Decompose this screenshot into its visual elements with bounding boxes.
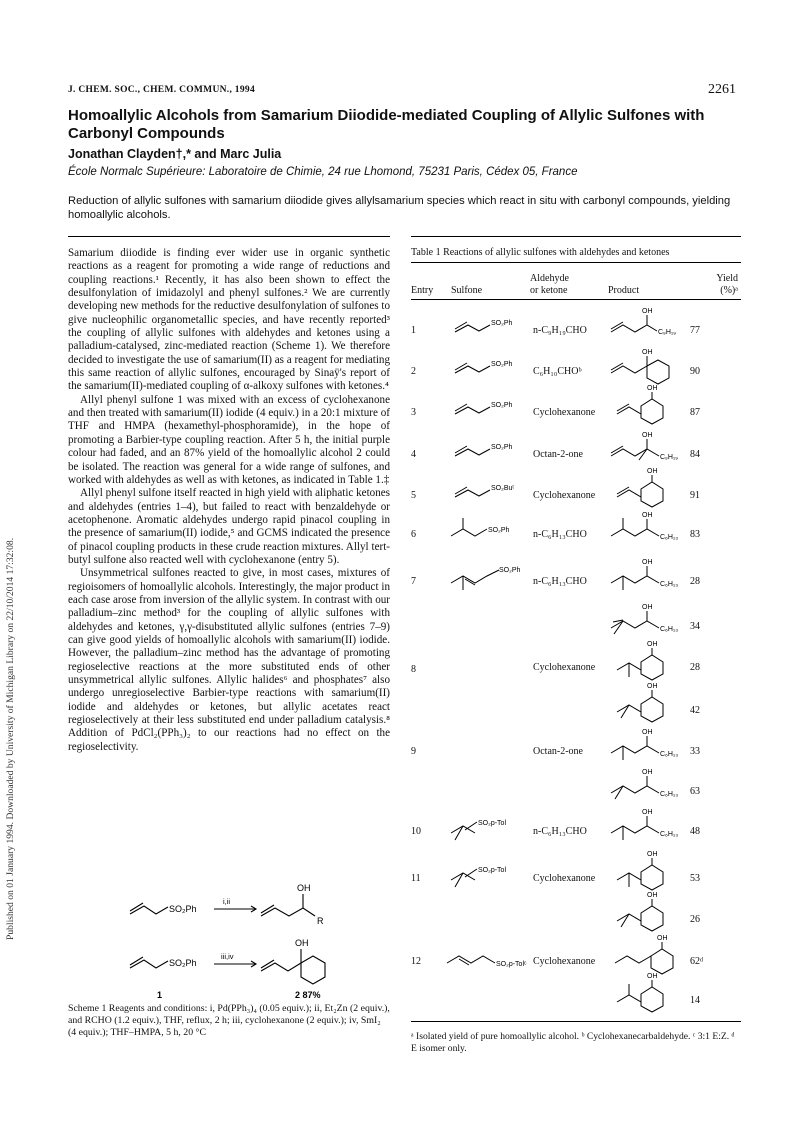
oh-label: OH: [647, 973, 658, 980]
entry-cell: 7: [411, 576, 416, 587]
col-header-aldehyde: Aldehyde: [530, 273, 569, 284]
sulfone-label: SO₂Ph: [169, 958, 197, 968]
carbonyl-cell: Octan-2-one: [533, 449, 583, 460]
oh-label: OH: [642, 349, 653, 356]
sulfone-label: SO₂p-Tol: [478, 867, 507, 874]
sulfone-label: SO₂Buᵗ: [491, 485, 514, 492]
oh-label: OH: [642, 729, 653, 736]
step-label: i,ii: [223, 897, 231, 906]
sulfone-label: SO₂Ph: [491, 320, 513, 327]
entry-cell: 1: [411, 325, 416, 336]
oh-label: OH: [647, 641, 658, 648]
table-bottom-rule: [411, 1021, 741, 1022]
oh-label: OH: [642, 604, 653, 611]
yield-cell: 84: [690, 449, 700, 460]
col-header-entry: Entry: [411, 285, 434, 296]
entry-cell: 11: [411, 873, 421, 884]
carbonyl-cell: n-C₆H₁₃CHO: [533, 529, 587, 540]
sulfone-label: SO₂p-Tol: [478, 820, 507, 827]
yield-cell: 62ᵈ: [690, 956, 704, 967]
scheme-1-diagram: [68, 880, 390, 1002]
yield-cell: 91: [690, 490, 700, 501]
download-watermark: Published on 01 January 1994. Downloaded by University of Michigan Library on 22/10/2014 17:32:08.: [5, 537, 16, 940]
entry-cell: 9: [411, 746, 416, 757]
oh-label: OH: [642, 432, 653, 439]
entry-cell: 5: [411, 490, 416, 501]
oh-label: OH: [642, 512, 653, 519]
chain-label: C₉H₁₉: [660, 454, 679, 461]
carbonyl-cell: Cyclohexanone: [533, 956, 596, 967]
body-text: [68, 247, 390, 754]
oh-label: OH: [642, 769, 653, 776]
chain-label: C₆H₁₃: [660, 751, 679, 758]
chain-label: C₆H₁₃: [660, 534, 679, 541]
yield-cell: 28: [690, 576, 700, 587]
carbonyl-cell: Cyclohexanone: [533, 873, 596, 884]
sulfone-label: SO₂p-Tolᶜ: [496, 961, 527, 968]
scheme-caption: Scheme 1 Reagents and conditions: i, Pd(PPh₃)₄ (0.05 equiv.); ii, Et₂Zn (2 equiv.), and RCHO (1.2 equiv.), THF, reflux, 2 h; iii, cyclohexanone (2 equiv.); iv, SmI₂ (4 equiv.); THF–HMPA, 5 h, 20 °C: [68, 1003, 390, 1039]
entry-cell: 3: [411, 407, 416, 418]
yield-cell: 14: [690, 995, 700, 1006]
oh-label: OH: [647, 468, 658, 475]
chain-label: C₆H₁₃: [660, 831, 679, 838]
table-footnote: ᵃ Isolated yield of pure homoallylic alcohol. ᵇ Cyclohexanecarbaldehyde. ᶜ 3:1 E:Z. ᵈ E isomer only.: [411, 1031, 735, 1054]
yield-cell: 28: [690, 662, 700, 673]
article-title: Homoallylic Alcohols from Samarium Diiodide-mediated Coupling of Allylic Sulfones with Carbonyl Compounds: [68, 107, 705, 142]
chain-label: C₆H₁₃: [660, 581, 679, 588]
entry-cell: 12: [411, 956, 421, 967]
yield-cell: 53: [690, 873, 700, 884]
table-rule: [411, 262, 741, 263]
yield-cell: 33: [690, 746, 700, 757]
paragraph: Samarium diiodide is finding ever wider use in organic synthetic reactions as a reagent for promoting a wide range of reductions and coupling reactions.¹ Recently, it has also been shown to effect the desulfonylation of imidazolyl and phenyl sulfones.² We are currently developing new methods for the reductive desulfonylation of sulfones to give nucleophilic organometallic species, and have recently reported³ the coupling of allylic sulfones with aldehydes and ketones using a palladium-catalysed, zinc-mediated reaction (Scheme 1). We therefore decided to investigate the use of samarium(II) as a reagent for mediating this same reaction of allylic sulfones, encouraged by Sinaÿ's report of the samarium(II)-mediated coupling of α-alkoxy sulfones with ketones.⁴: [68, 247, 390, 393]
carbonyl-cell: Cyclohexanone: [533, 662, 596, 673]
yield-cell: 48: [690, 826, 700, 837]
oh-label: OH: [642, 809, 653, 816]
col-header-yield: (%)ᵃ: [720, 285, 738, 296]
carbonyl-cell: n-C₉H₁₉CHO: [533, 325, 587, 336]
carbonyl-cell: n-C₆H₁₃CHO: [533, 826, 587, 837]
entry-cell: 8: [411, 664, 416, 675]
compound-number: 1: [157, 990, 163, 1000]
chain-label: C₉H₁₉: [658, 329, 677, 336]
paragraph: Allyl phenyl sulfone 1 was mixed with an excess of cyclohexanone and then treated with samarium(II) iodide (4 equiv.) in a 20:1 mixture of THF and HMPA (hexamethyl-phosphoramide), in the hope of promoting a Barbier-type coupling reaction. After 5 h, the initial purple colour had faded, and an 87% yield of the homoallylic alcohol 2 could be isolated. The reaction was general for a wide range of sulfones, and worked with aldehydes as well as with ketones, as indicated in Table 1.‡: [68, 393, 390, 486]
carbonyl-cell: Cyclohexanone: [533, 407, 596, 418]
compound-number: 2 87%: [295, 990, 321, 1000]
sulfone-label: SO₂Ph: [491, 402, 513, 409]
yield-cell: 77: [690, 325, 700, 336]
left-top-rule: [68, 236, 390, 237]
yield-cell: 42: [690, 705, 700, 716]
yield-cell: 83: [690, 529, 700, 540]
col-header-yield: Yield: [716, 273, 738, 284]
table-caption: Table 1 Reactions of allylic sulfones with aldehydes and ketones: [411, 247, 670, 258]
journal-header: J. CHEM. SOC., CHEM. COMMUN., 1994: [68, 85, 255, 95]
entry-cell: 10: [411, 826, 421, 837]
yield-cell: 87: [690, 407, 700, 418]
oh-label: OH: [642, 559, 653, 566]
carbonyl-cell: C₆H₁₀CHOᵇ: [533, 366, 582, 377]
oh-label: OH: [647, 892, 658, 899]
yield-cell: 63: [690, 786, 700, 797]
sulfone-label: SO₂Ph: [491, 444, 513, 451]
step-label: iii,iv: [221, 952, 234, 961]
paragraph: Unsymmetrical sulfones reacted to give, in most cases, mixtures of regioisomers of homoallylic alcohols. Interestingly, the major product in each case arose from inversion of the allylic system. In contrast with our palladium–zinc method³ for the coupling of allylic sulfones with aldehydes and ketones, γ,γ-disubstituted allylic sulfones (entries 7–9) can give good yields of homoallylic alcohols with samarium(II) iodide. However, the palladium–zinc method has the advantage of promoting regioselective reactions at the more substituted ends of other unsymmetrical allylic sulfones. Allylic halides⁶ and phosphates⁷ also undergo unregioselective Barbier-type reactions with samarium(II) iodide and aldehydes or ketones, but allylic acetates react regioselectively at their less substituted end under palladium catalysis.⁸ Addition of PdCl₂(PPh₃)₂ to our reactions had no effect on the regioselectivity.: [68, 567, 390, 753]
chain-label: C₆H₁₃: [660, 791, 679, 798]
yield-cell: 90: [690, 366, 700, 377]
page-number: 2261: [708, 82, 736, 97]
sulfone-label: SO₂Ph: [488, 527, 510, 534]
oh-label: OH: [647, 385, 658, 392]
carbonyl-cell: n-C₆H₁₃CHO: [533, 576, 587, 587]
entry-cell: 6: [411, 529, 416, 540]
col-header-product: Product: [608, 285, 640, 296]
sulfone-label: SO₂Ph: [499, 567, 521, 574]
article-authors: Jonathan Clayden†,* and Marc Julia: [68, 147, 282, 161]
entry-cell: 4: [411, 449, 416, 460]
carbonyl-cell: Octan-2-one: [533, 746, 583, 757]
sulfone-label: SO₂Ph: [491, 361, 513, 368]
right-top-rule: [411, 236, 741, 237]
oh-label: OH: [642, 308, 653, 315]
r-label: R: [317, 916, 324, 926]
oh-label: OH: [297, 883, 311, 893]
sulfone-label: SO₂Ph: [169, 904, 197, 914]
oh-label: OH: [657, 935, 668, 942]
oh-label: OH: [295, 938, 309, 948]
yield-cell: 26: [690, 914, 700, 925]
table-structures: [411, 300, 741, 1020]
cyclohexane-ring: [301, 956, 325, 984]
entry-cell: 2: [411, 366, 416, 377]
oh-label: OH: [647, 851, 658, 858]
yield-cell: 34: [690, 621, 700, 632]
chain-label: C₆H₁₃: [660, 626, 679, 633]
article-affiliation: École Normalc Supérieure: Laboratoire de Chimie, 24 rue Lhomond, 75231 Paris, Cédex 05, France: [68, 166, 578, 178]
article-abstract: Reduction of allylic sulfones with samarium diiodide gives allylsamarium species which react in situ with carbonyl compounds, yielding homoallylic alcohols.: [68, 195, 731, 221]
carbonyl-cell: Cyclohexanone: [533, 490, 596, 501]
col-header-sulfone: Sulfone: [451, 285, 483, 296]
col-header-aldehyde: or ketone: [530, 285, 568, 296]
oh-label: OH: [647, 683, 658, 690]
paragraph: Allyl phenyl sulfone itself reacted in high yield with aliphatic ketones and aldehydes (entries 1–4), but failed to react with benzaldehyde or acetophenone. Aromatic aldehydes undergo rapid pinacol coupling in the presence of samarium(II) iodide,⁵ and GCMS indicated the presence of pinacol coupling products in these crude reaction mixtures. Allyl tert-butyl sulfone also reacted well with cyclohexanone (entry 5).: [68, 487, 390, 566]
